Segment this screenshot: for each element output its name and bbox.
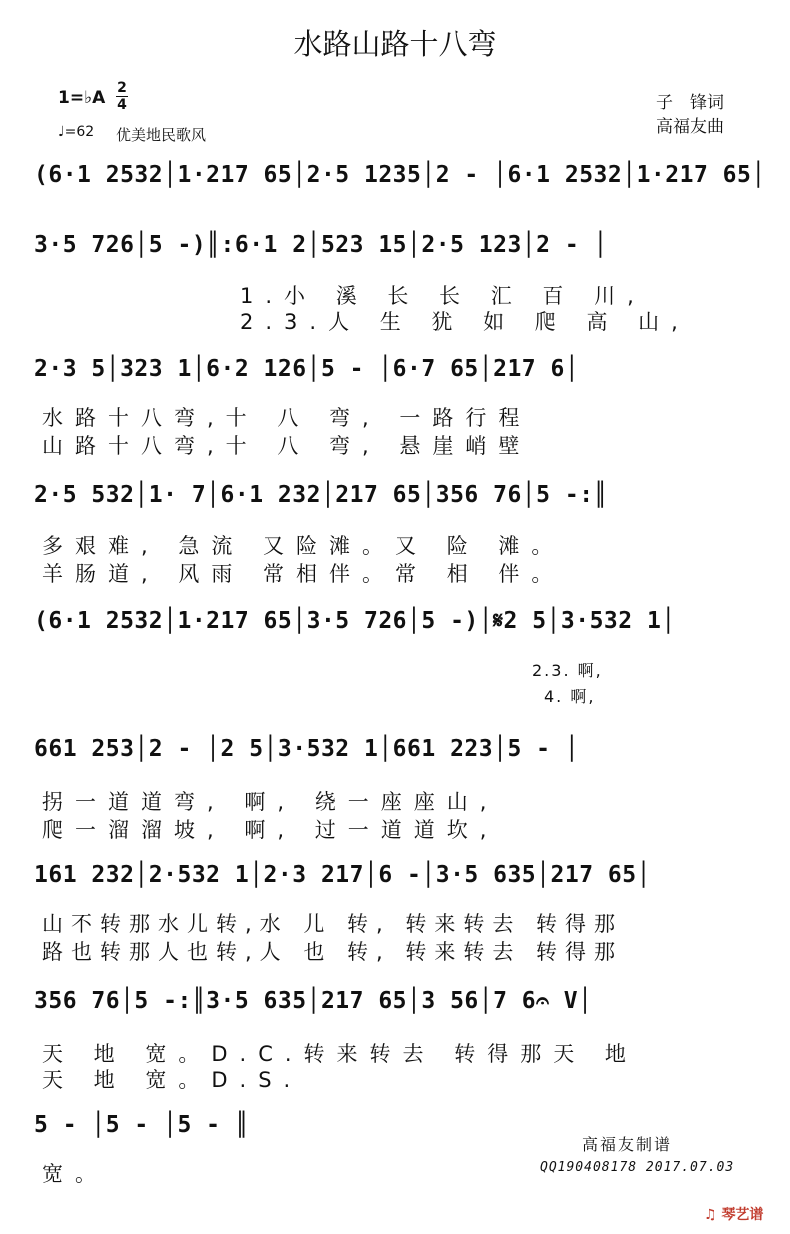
site-logo xyxy=(704,1204,763,1224)
time-sig-top: 2 xyxy=(117,80,127,96)
lyric-verse-2: 天 地 宽。D.S. xyxy=(42,1068,303,1092)
tempo-mark: ♩=62 xyxy=(58,124,95,140)
notation-line: 356 76│5 -:║3·5 635│217 65│3 56│7 6𝄐 V│ xyxy=(34,988,593,1014)
notation-line: (6·1 2532│1·217 65│2·5 1235│2 - │6·1 2532│1·217 65│ xyxy=(34,162,766,188)
notation-line: (6·1 2532│1·217 65│3·5 726│5 -)│𝄋2 5│3·532 1│ xyxy=(34,608,676,634)
lyric-verse-1: 多艰难, 急流 又险滩。又 险 滩。 xyxy=(42,534,565,558)
style-mark: 优美地民歌风 xyxy=(116,126,207,144)
key-signature: 1=♭A xyxy=(58,88,106,108)
time-sig-bottom: 4 xyxy=(117,97,127,113)
lyricist: 子 锋词 xyxy=(656,93,724,113)
lyric-verse-2: 路也转那人也转,人 也 转, 转来转去 转得那 xyxy=(42,940,624,964)
contact-date: QQ190408178 2017.07.03 xyxy=(540,1160,735,1175)
lyric-verse-2: 爬一溜溜坡, 啊, 过一道道坎, xyxy=(42,818,499,842)
page-title: 水路山路十八弯 xyxy=(293,27,497,61)
notation-line: 3·5 726│5 -)║:6·1 2│523 15│2·5 123│2 - │ xyxy=(34,232,608,258)
lyric-verse-1: 宽。 xyxy=(42,1162,108,1186)
notation-line: 5 - │5 - │5 - ║ xyxy=(34,1112,250,1138)
lyric-verse-1: 2.3. 啊, xyxy=(532,661,603,680)
lyric-verse-2: 2.3.人 生 犹 如 爬 高 山, xyxy=(240,310,690,334)
notation-line: 2·3 5│323 1│6·2 126│5 - │6·7 65│217 6│ xyxy=(34,356,580,382)
composer: 高福友曲 xyxy=(656,117,724,137)
time-signature xyxy=(116,80,128,113)
logo-icon: ♫ xyxy=(704,1207,717,1223)
lyric-verse-2: 4. 啊, xyxy=(544,687,596,706)
notation-line: 661 253│2 - │2 5│3·532 1│661 223│5 - │ xyxy=(34,736,580,762)
notation-line: 161 232│2·532 1│2·3 217│6 -│3·5 635│217 65│ xyxy=(34,862,651,888)
lyric-verse-1: 水路十八弯,十 八 弯, 一路行程 xyxy=(42,406,532,430)
lyric-verse-1: 山不转那水儿转,水 儿 转, 转来转去 转得那 xyxy=(42,912,624,936)
arranger-credit: 高福友制谱 xyxy=(582,1135,673,1154)
notation-line: 2·5 532│1· 7│6·1 232│217 65│356 76│5 -:║ xyxy=(34,482,608,508)
lyric-verse-2: 羊肠道, 风雨 常相伴。常 相 伴。 xyxy=(42,562,565,586)
lyric-verse-1: 天 地 宽。D.C.转来转去 转得那天 地 xyxy=(42,1042,638,1066)
lyric-verse-2: 山路十八弯,十 八 弯, 悬崖峭壁 xyxy=(42,434,532,458)
lyric-verse-1: 拐一道道弯, 啊, 绕一座座山, xyxy=(42,790,499,814)
logo-text: 琴艺谱 xyxy=(721,1207,764,1223)
lyric-verse-1: 1.小 溪 长 长 汇 百 川, xyxy=(240,284,646,308)
